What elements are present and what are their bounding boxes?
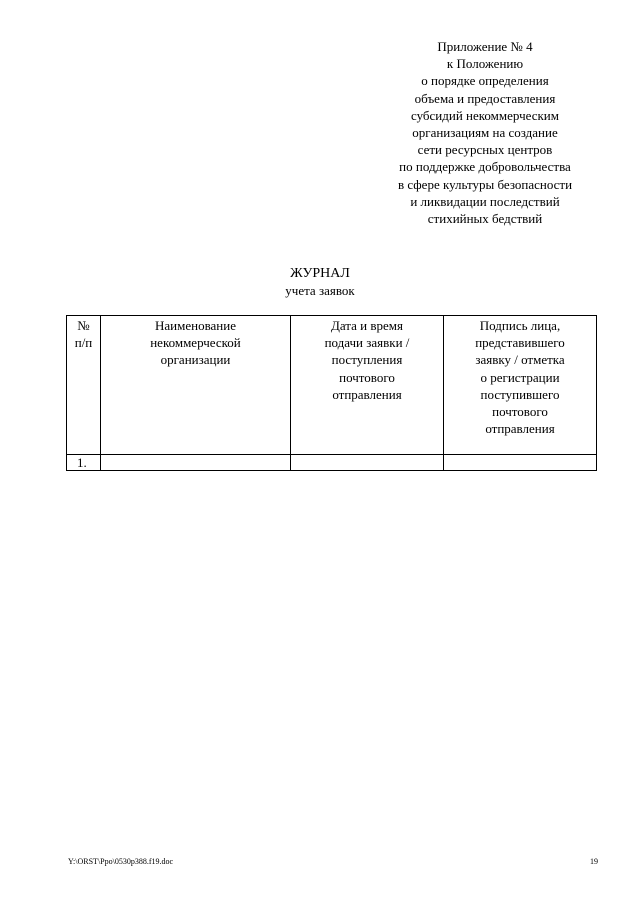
appendix-line: Приложение № 4 [437, 39, 533, 54]
header-line: представившего [475, 335, 565, 351]
organization-name-cell [101, 455, 291, 471]
appendix-line: по поддержке добровольчества [399, 159, 571, 175]
signature-registration-cell [444, 455, 597, 471]
header-signature-registration [444, 316, 597, 455]
header-line: подачи заявки / [324, 335, 410, 351]
header-line: № [77, 318, 90, 333]
header-organization-name [101, 316, 291, 455]
table-row [67, 455, 597, 471]
appendix-line: и ликвидации последствий [410, 193, 560, 209]
table-header-row [67, 316, 597, 455]
appendix-line: стихийных бедствий [427, 211, 543, 227]
header-line: почтового [339, 369, 395, 385]
appendix-line: субсидий некоммерческим [411, 107, 559, 123]
submission-datetime-cell [291, 455, 444, 471]
header-line: отправления [332, 386, 402, 402]
appendix-line: о порядке определения [421, 73, 549, 89]
header-line: о регистрации [480, 369, 560, 385]
header-line: поступления [331, 352, 403, 368]
header-submission-datetime [291, 316, 444, 455]
header-line: некоммерческой [150, 335, 241, 351]
appendix-line: сети ресурсных центров [417, 142, 553, 158]
header-line: отправления [485, 421, 555, 437]
page-number: 19 [590, 857, 598, 866]
applications-log-table [66, 315, 597, 471]
header-line: почтового [492, 404, 548, 420]
row-number-cell: 1. [67, 455, 101, 471]
appendix-line: объема и предоставления [414, 90, 556, 106]
header-line: заявку / отметка [475, 352, 565, 368]
header-line: п/п [74, 335, 93, 351]
appendix-line: организациям на создание [412, 125, 558, 141]
header-line: поступившего [480, 386, 560, 402]
appendix-line: в сфере культуры безопасности [397, 176, 573, 192]
journal-title: ЖУРНАЛ [290, 266, 350, 281]
header-line: Наименование [155, 318, 236, 333]
journal-subtitle: учета заявок [285, 283, 355, 298]
footer-file-path: Y:\ORST\Ppo\0530p388.f19.doc [68, 857, 174, 866]
header-line: Подпись лица, [479, 318, 561, 333]
appendix-line: к Положению [446, 56, 524, 72]
header-line: организации [160, 352, 231, 368]
header-line: Дата и время [331, 318, 403, 333]
header-number [67, 316, 101, 455]
appendix-block [370, 38, 600, 227]
